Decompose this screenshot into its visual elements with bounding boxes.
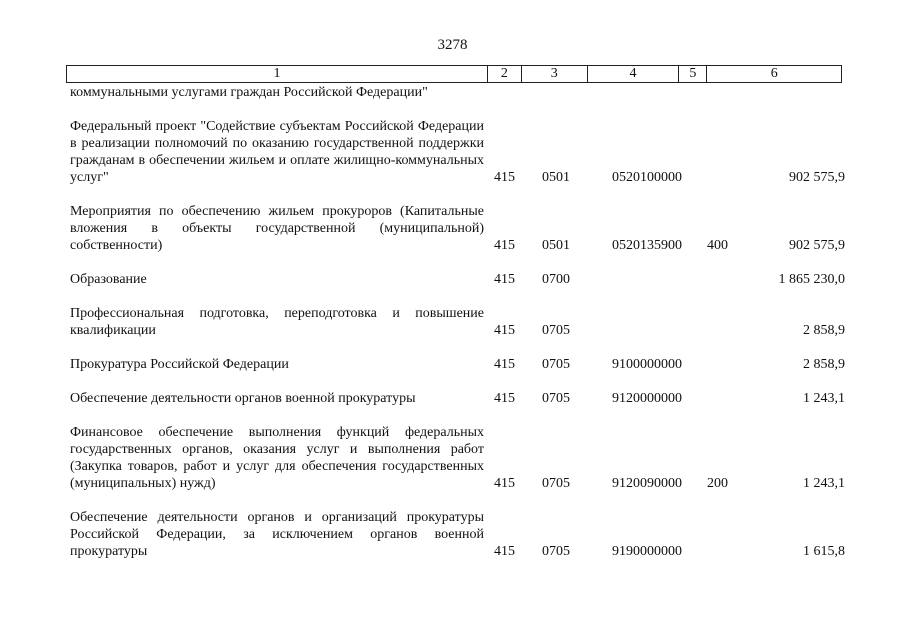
row-ved: 415 bbox=[494, 476, 515, 491]
row-rz: 0705 bbox=[542, 391, 570, 406]
row-csr: 9190000000 bbox=[612, 544, 682, 559]
row-csr: 0520100000 bbox=[612, 170, 682, 185]
header-col-4: 4 bbox=[588, 66, 680, 82]
row-description: коммунальными услугами граждан Российской Федерации" bbox=[70, 85, 428, 100]
row-rz: 0700 bbox=[542, 272, 570, 287]
row-rz: 0501 bbox=[542, 170, 570, 185]
row-rz: 0501 bbox=[542, 238, 570, 253]
row-rz: 0705 bbox=[542, 357, 570, 372]
table-row bbox=[70, 118, 845, 186]
table-row bbox=[70, 271, 845, 288]
row-rz: 0705 bbox=[542, 323, 570, 338]
row-sum: 1 243,1 bbox=[803, 476, 845, 491]
row-description: Федеральный проект "Содействие субъектам Российской Федерации в реализации полномочий по оказанию государственной поддержки гражданам в обеспечении жильем и оплате жилищно-коммунальных услуг" bbox=[70, 119, 484, 185]
row-sum: 2 858,9 bbox=[803, 357, 845, 372]
row-sum: 902 575,9 bbox=[789, 170, 845, 185]
header-col-2: 2 bbox=[488, 66, 522, 82]
row-ved: 415 bbox=[494, 238, 515, 253]
table-row bbox=[70, 390, 845, 407]
row-csr: 9120090000 bbox=[612, 476, 682, 491]
row-sum: 902 575,9 bbox=[789, 238, 845, 253]
row-ved: 415 bbox=[494, 272, 515, 287]
table-row bbox=[70, 305, 845, 339]
table-header bbox=[66, 65, 842, 83]
row-sum: 2 858,9 bbox=[803, 323, 845, 338]
header-col-6: 6 bbox=[770, 66, 778, 81]
table-row bbox=[70, 424, 845, 492]
row-vr: 400 bbox=[707, 238, 728, 253]
row-sum: 1 615,8 bbox=[803, 544, 845, 559]
row-description: Обеспечение деятельности органов и организаций прокуратуры Российской Федерации, за исключением органов военной прокуратуры bbox=[70, 510, 484, 559]
row-ved: 415 bbox=[494, 391, 515, 406]
row-description: Обеспечение деятельности органов военной прокуратуры bbox=[70, 391, 416, 406]
row-vr: 200 bbox=[707, 476, 728, 491]
row-rz: 0705 bbox=[542, 476, 570, 491]
table-row bbox=[70, 84, 845, 101]
page-number: 3278 bbox=[437, 37, 468, 53]
row-csr: 9120000000 bbox=[612, 391, 682, 406]
row-description: Профессиональная подготовка, переподготовка и повышение квалификации bbox=[70, 306, 484, 338]
row-csr: 0520135900 bbox=[612, 238, 682, 253]
header-col-5: 5 bbox=[679, 66, 707, 82]
table-row bbox=[70, 203, 845, 254]
row-ved: 415 bbox=[494, 170, 515, 185]
row-sum: 1 243,1 bbox=[803, 391, 845, 406]
table-row bbox=[70, 356, 845, 373]
header-col-1: 1 bbox=[67, 66, 488, 82]
row-description: Прокуратура Российской Федерации bbox=[70, 357, 289, 372]
row-description: Образование bbox=[70, 272, 147, 287]
row-csr: 9100000000 bbox=[612, 357, 682, 372]
row-ved: 415 bbox=[494, 357, 515, 372]
row-sum: 1 865 230,0 bbox=[778, 272, 845, 287]
row-description: Мероприятия по обеспечению жильем прокуроров (Капитальные вложения в объекты государственной (муниципальной) собственности) bbox=[70, 204, 484, 253]
row-ved: 415 bbox=[494, 323, 515, 338]
table-row bbox=[70, 509, 845, 560]
budget-table-body bbox=[70, 84, 845, 560]
row-description: Финансовое обеспечение выполнения функций федеральных государственных органов, оказания услуг и выполнения работ (Закупка товаров, работ и услуг для обеспечения государственных (муниципальных) нужд) bbox=[70, 425, 484, 491]
row-rz: 0705 bbox=[542, 544, 570, 559]
header-col-3: 3 bbox=[522, 66, 588, 82]
row-ved: 415 bbox=[494, 544, 515, 559]
